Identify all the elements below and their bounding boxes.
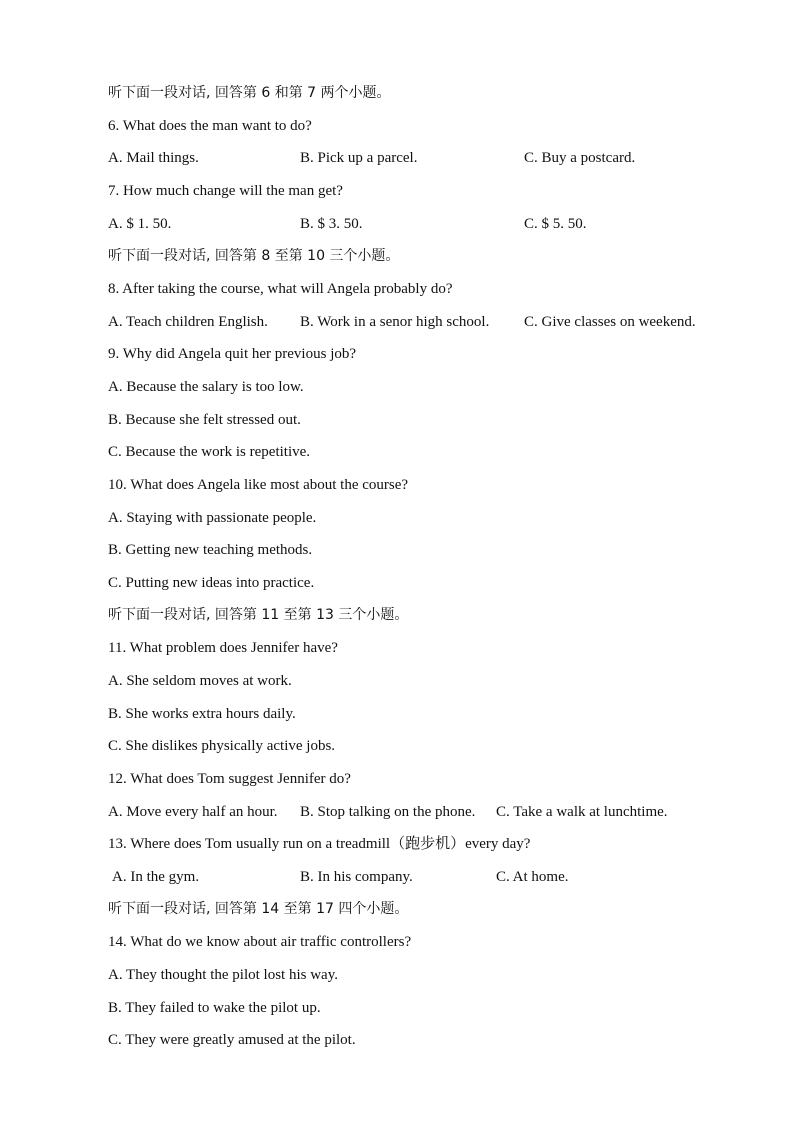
section-instruction: 听下面一段对话, 回答第 11 至第 13 三个小题。 [108,607,409,623]
q7-option-b: B. $ 3. 50. [300,216,363,232]
question-6: 6. What does the man want to do? [108,118,312,134]
question-13: 13. Where does Tom usually run on a treadmill（跑步机）every day? [108,836,531,852]
q14-option-c: C. They were greatly amused at the pilot. [108,1032,356,1048]
q6-option-c: C. Buy a postcard. [524,150,636,166]
question-11: 11. What problem does Jennifer have? [108,640,338,656]
section-instruction: 听下面一段对话, 回答第 14 至第 17 四个小题。 [108,901,409,917]
question-14: 14. What do we know about air traffic controllers? [108,934,412,950]
q12-option-b: B. Stop talking on the phone. [300,804,476,820]
q7-option-c: C. $ 5. 50. [524,216,587,232]
question-8: 8. After taking the course, what will Angela probably do? [108,281,453,297]
q7-option-a: A. $ 1. 50. [108,216,172,232]
q10-option-b: B. Getting new teaching methods. [108,542,313,558]
q13-option-c: C. At home. [496,869,569,885]
q11-option-b: B. She works extra hours daily. [108,706,296,722]
q13-option-b: B. In his company. [300,869,413,885]
q14-option-a: A. They thought the pilot lost his way. [108,967,338,983]
q13-option-a: A. In the gym. [112,869,200,885]
q11-option-c: C. She dislikes physically active jobs. [108,738,336,754]
q9-option-c: C. Because the work is repetitive. [108,444,311,460]
question-12: 12. What does Tom suggest Jennifer do? [108,771,351,787]
q14-option-b: B. They failed to wake the pilot up. [108,1000,321,1016]
q6-option-a: A. Mail things. [108,150,199,166]
q8-option-c: C. Give classes on weekend. [524,314,696,330]
question-7: 7. How much change will the man get? [108,183,343,199]
q8-option-a: A. Teach children English. [108,314,268,330]
q9-option-a: A. Because the salary is too low. [108,379,304,395]
section-instruction: 听下面一段对话, 回答第 6 和第 7 两个小题。 [108,85,391,101]
q9-option-b: B. Because she felt stressed out. [108,412,301,428]
q8-option-b: B. Work in a senor high school. [300,314,490,330]
q12-option-a: A. Move every half an hour. [108,804,278,820]
q10-option-a: A. Staying with passionate people. [108,510,317,526]
q10-option-c: C. Putting new ideas into practice. [108,575,315,591]
q6-option-b: B. Pick up a parcel. [300,150,418,166]
q12-option-c: C. Take a walk at lunchtime. [496,804,668,820]
section-instruction: 听下面一段对话, 回答第 8 至第 10 三个小题。 [108,248,400,264]
question-10: 10. What does Angela like most about the course? [108,477,409,493]
q11-option-a: A. She seldom moves at work. [108,673,292,689]
question-9: 9. Why did Angela quit her previous job? [108,346,357,362]
